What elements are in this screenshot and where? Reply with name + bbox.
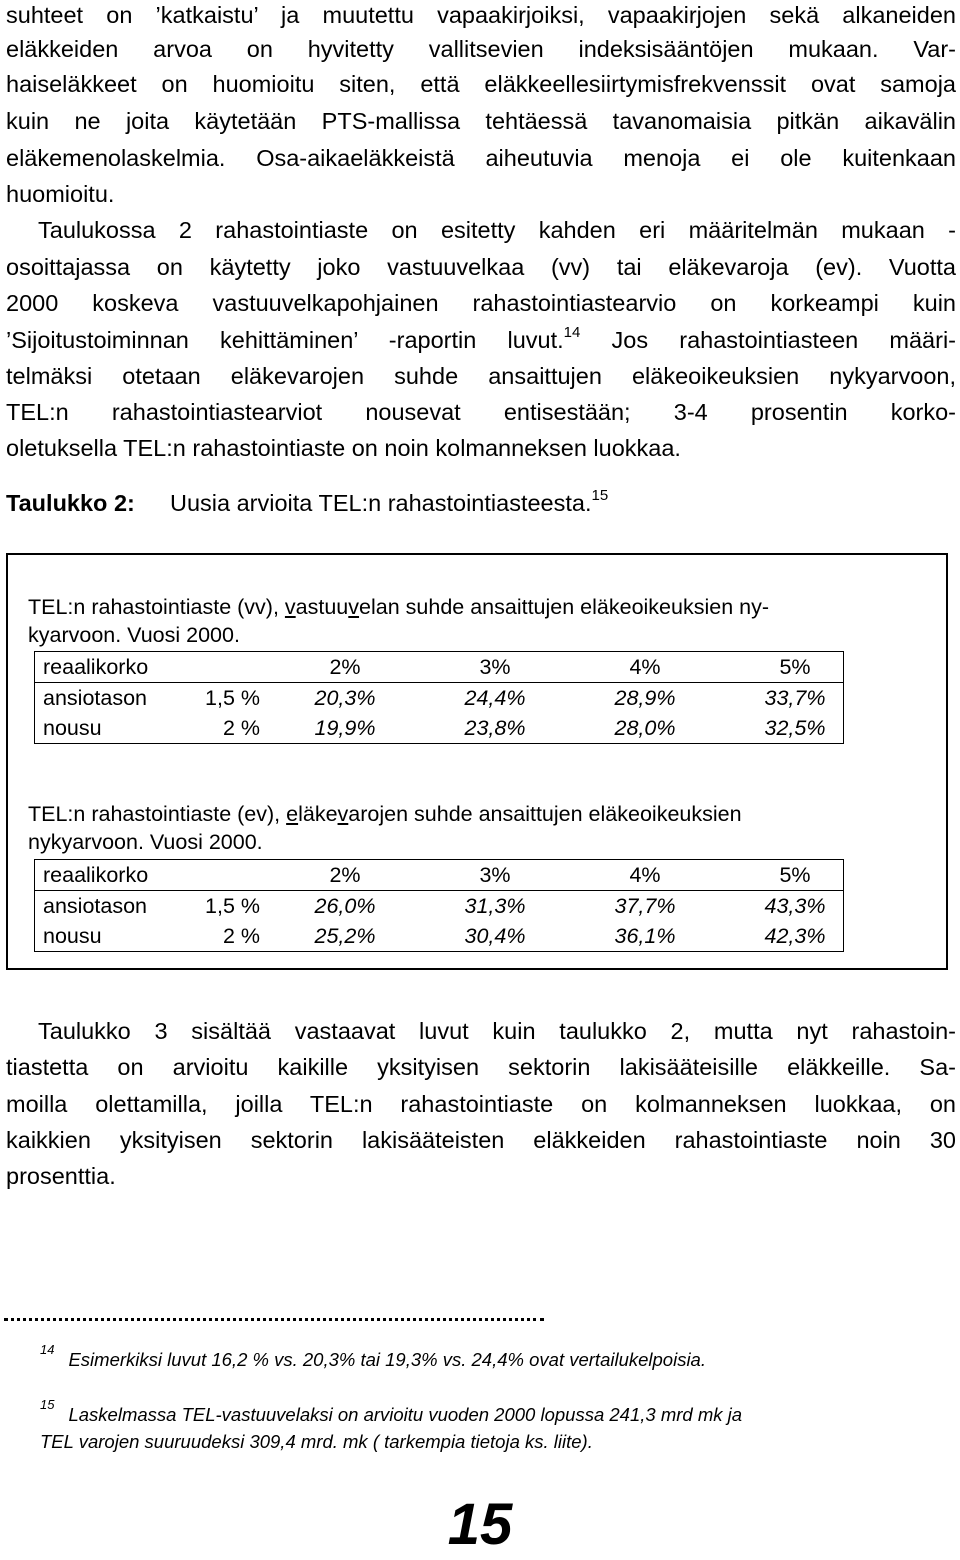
table-cell: 33,7% xyxy=(764,686,826,710)
rate-header: 3% xyxy=(479,863,511,887)
table-cell: 24,4% xyxy=(464,686,526,710)
footnote-text: Esimerkiksi luvut 16,2 % vs. 20,3% tai 19,3% vs. 24,4% ovat vertailukelpoisia. xyxy=(68,1349,706,1370)
page-number: 15 xyxy=(447,1492,513,1557)
table-cell: 23,8% xyxy=(464,716,526,740)
growth-value: 1,5 % xyxy=(205,894,260,918)
footnote-ref: 14 xyxy=(563,324,581,341)
body-text-line xyxy=(6,325,956,359)
rate-header: 4% xyxy=(629,655,661,679)
table-cell: 36,1% xyxy=(614,924,676,948)
rate-header: 2% xyxy=(329,655,361,679)
body-text-line: moilla olettamilla, joilla TEL:n rahastointiaste on kolmanneksen luokkaa, on xyxy=(6,1091,956,1117)
table-title-line2: nykyarvoon. Vuosi 2000. xyxy=(28,830,263,854)
table-cell: 26,0% xyxy=(314,894,376,918)
body-text-line: oletuksella TEL:n rahastointiaste on noin kolmanneksen luokkaa. xyxy=(6,435,681,461)
footnote-text: Laskelmassa TEL-vastuuvelaksi on arvioitu vuoden 2000 lopussa 241,3 mrd mk ja xyxy=(68,1404,743,1425)
body-text-line: kuin ne joita käytetään PTS-mallissa tehtäessä tavanomaisia pitkän aikavälin xyxy=(6,108,956,134)
rate-header: 4% xyxy=(629,863,661,887)
table-cell: 20,3% xyxy=(314,686,376,710)
header-label: reaalikorko xyxy=(43,863,149,887)
header-label: reaalikorko xyxy=(43,655,149,679)
table-row xyxy=(35,891,843,921)
title-text: läke xyxy=(298,802,338,826)
body-text-line: Taulukko 3 sisältää vastaavat luvut kuin taulukko 2, mutta nyt rahastoin- xyxy=(38,1018,956,1044)
table-row xyxy=(35,683,843,713)
body-text: ’Sijoitustoiminnan kehittäminen’ -raportin luvut. xyxy=(6,327,564,353)
table-cell: 42,3% xyxy=(764,924,826,948)
table-cell: 30,4% xyxy=(464,924,526,948)
body-text-line: huomioitu. xyxy=(6,181,115,207)
table-cell: 43,3% xyxy=(764,894,826,918)
body-text-line: Taulukossa 2 rahastointiaste on esitetty kahden eri määritelmän mukaan - xyxy=(38,217,956,243)
body-text-line: prosenttia. xyxy=(6,1163,116,1189)
title-text: e xyxy=(286,802,299,826)
body-text: Jos rahastointiasteen määri- xyxy=(580,327,956,353)
data-table-vv xyxy=(34,651,844,744)
title-text: v xyxy=(348,595,360,619)
footnote-14 xyxy=(40,1342,706,1375)
growth-value: 1,5 % xyxy=(205,686,260,710)
body-text-line: 2000 koskeva vastuuvelkapohjainen rahastointiastearvio on korkeampi kuin xyxy=(6,290,956,316)
footnote-15 xyxy=(40,1397,743,1430)
body-text-line: suhteet on ’katkaistu’ ja muutettu vapaakirjoiksi, vapaakirjojen sekä alkaneiden xyxy=(6,2,956,28)
body-text-line: eläkemenolaskelmia. Osa-aikaeläkkeistä aiheutuvia menoja ei ole kuitenkaan xyxy=(6,145,956,171)
title-text: TEL:n rahastointiaste (ev), xyxy=(28,802,287,826)
table-cell: 19,9% xyxy=(314,716,376,740)
table-header-row xyxy=(35,860,843,891)
growth-value: 2 % xyxy=(222,716,260,740)
rate-header: 5% xyxy=(779,863,811,887)
rate-header: 5% xyxy=(779,655,811,679)
title-text: astuu xyxy=(295,595,349,619)
caption-label: Taulukko 2: xyxy=(6,490,135,516)
table-title xyxy=(28,800,742,828)
table-cell: 31,3% xyxy=(464,894,526,918)
footnote-number: 14 xyxy=(40,1342,55,1357)
table-caption xyxy=(6,488,608,522)
growth-value: 2 % xyxy=(222,924,260,948)
footnote-15-line2: TEL varojen suuruudeksi 309,4 mrd. mk ( tarkempia tietoja ks. liite). xyxy=(40,1431,593,1452)
title-text: v xyxy=(284,595,296,619)
body-text-line: haiseläkkeet on huomioitu siten, että eläkkeellesiirtymisfrekvenssit ovat samoja xyxy=(6,71,956,97)
body-text-line: osoittajassa on käytetty joko vastuuvelkaa (vv) tai eläkevaroja (ev). Vuotta xyxy=(6,254,956,280)
table-title xyxy=(28,593,769,621)
body-text-line: tiastetta on arvioitu kaikille yksityisen sektorin lakisääteisille eläkkeille. Sa- xyxy=(6,1054,956,1080)
row-label: ansiotason xyxy=(43,686,147,710)
body-text-line: telmäksi otetaan eläkevarojen suhde ansaittujen eläkeoikeuksien nykyarvoon, xyxy=(6,363,956,389)
rate-header: 2% xyxy=(329,863,361,887)
table-cell: 28,9% xyxy=(614,686,676,710)
table-cell: 25,2% xyxy=(314,924,376,948)
body-text-line: kaikkien yksityisen sektorin lakisääteisten eläkkeiden rahastointiaste noin 30 xyxy=(6,1127,956,1153)
caption-text: Uusia arvioita TEL:n rahastointiasteesta. xyxy=(170,490,592,516)
body-text-line: TEL:n rahastointiastearviot nousevat entisestään; 3-4 prosentin korko- xyxy=(6,399,956,425)
table-row xyxy=(35,713,843,743)
body-text-line: eläkkeiden arvoa on hyvitetty vallitsevien indeksisääntöjen mukaan. Var- xyxy=(6,36,956,62)
table-cell: 32,5% xyxy=(764,716,826,740)
table-cell: 37,7% xyxy=(614,894,676,918)
table-row xyxy=(35,921,843,951)
footnote-ref: 15 xyxy=(591,487,609,504)
footnote-number: 15 xyxy=(40,1397,55,1412)
table-box xyxy=(6,553,948,970)
row-label: ansiotason xyxy=(43,894,147,918)
row-label: nousu xyxy=(43,924,102,948)
title-text: TEL:n rahastointiaste (vv), xyxy=(28,595,285,619)
rate-header: 3% xyxy=(479,655,511,679)
title-text: arojen suhde ansaittujen eläkeoikeuksien xyxy=(348,802,742,826)
data-table-ev xyxy=(34,859,844,952)
table-title-line2: kyarvoon. Vuosi 2000. xyxy=(28,623,240,647)
row-label: nousu xyxy=(43,716,102,740)
footnote-separator xyxy=(4,1318,544,1321)
table-cell: 28,0% xyxy=(614,716,676,740)
table-header-row xyxy=(35,652,843,683)
title-text: elan suhde ansaittujen eläkeoikeuksien ny- xyxy=(359,595,770,619)
title-text: v xyxy=(337,802,349,826)
